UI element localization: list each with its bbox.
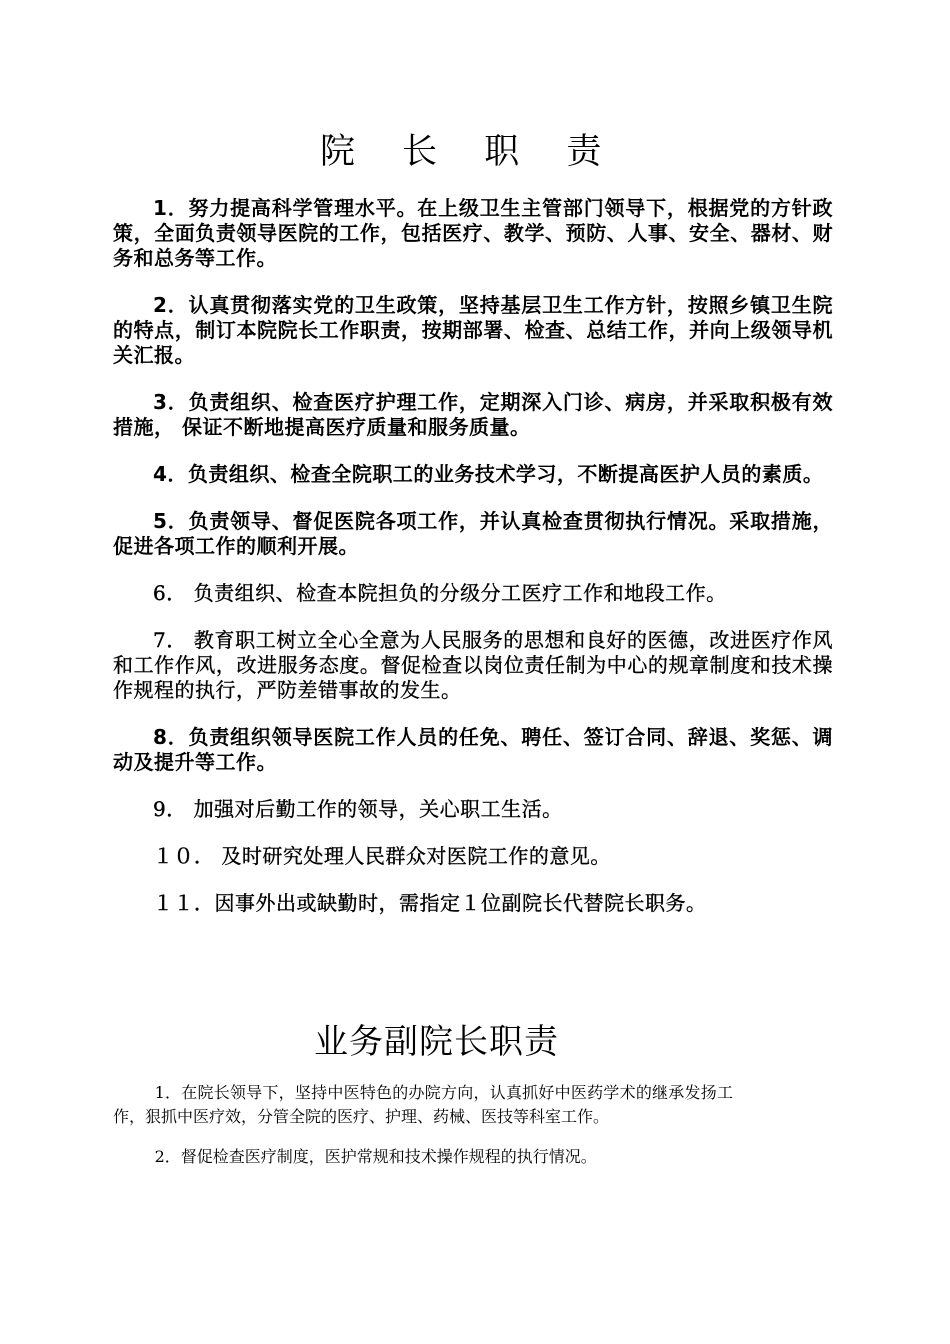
duty-item-1: 1．努力提高科学管理水平。在上级卫生主管部门领导下，根据党的方针政策，全面负责领导医院的工作，包括医疗、教学、预防、人事、安全、器材、财务和总务等工作。 <box>113 196 833 270</box>
duty-item-7: 7． 教育职工树立全心全意为人民服务的思想和良好的医德，改进医疗作风和工作作风，改进服务态度。督促检查以岗位责任制为中心的规章制度和技术操作规程的执行，严防差错事故的发生。 <box>113 628 833 702</box>
duty-item-10: １０． 及时研究处理人民群众对医院工作的意见。 <box>153 844 611 868</box>
duty-item-6: 6． 负责组织、检查本院担负的分级分工医疗工作和地段工作。 <box>153 581 727 605</box>
duty-item-4: 4．负责组织、检查全院职工的业务技术学习，不断提高医护人员的素质。 <box>153 462 824 486</box>
duty-item-5: 5．负责领导、督促医院各项工作，并认真检查贯彻执行情况。采取措施，促进各项工作的顺利开展。 <box>113 509 833 558</box>
duty-item-9: 9． 加强对后勤工作的领导，关心职工生活。 <box>153 797 563 821</box>
duty-item-8: 8．负责组织领导医院工作人员的任免、聘任、签订合同、辞退、奖惩、调动及提升等工作。 <box>113 725 833 774</box>
duty-item-11: １１．因事外出或缺勤时，需指定１位副院长代替院长职务。 <box>153 891 707 915</box>
vice-duty-item-1: 1．在院长领导下，坚持中医特色的办院方向，认真抓好中医药学术的继承发扬工作，狠抓中医疗效，分管全院的医疗、护理、药械、医技等科室工作。 <box>113 1083 733 1126</box>
duty-item-2: 2．认真贯彻落实党的卫生政策，坚持基层卫生工作方针，按照乡镇卫生院的特点，制订本院院长工作职责，按期部署、检查、总结工作，并向上级领导机关汇报。 <box>113 293 833 367</box>
director-duties-section <box>113 196 833 938</box>
page-title: 院 长 职 责 <box>320 132 620 172</box>
vice-director-duties-section <box>113 1081 733 1185</box>
duty-item-3: 3．负责组织、检查医疗护理工作，定期深入门诊、病房，并采取积极有效措施， 保证不断地提高医疗质量和服务质量。 <box>113 390 833 439</box>
section-title: 业务副院长职责 <box>314 1022 559 1062</box>
vice-duty-item-2: 2．督促检查医疗制度，医护常规和技术操作规程的执行情况。 <box>154 1147 597 1166</box>
